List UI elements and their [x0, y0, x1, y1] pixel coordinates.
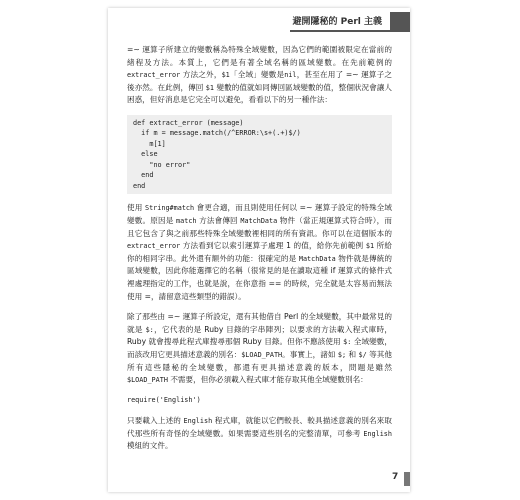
inline-code: String#match — [145, 204, 195, 213]
footer-tab-marker — [404, 472, 410, 486]
inline-code: $1 — [221, 71, 230, 80]
paragraph-2: 使用 String#match 會更合適，而且則使用任何以 =~ 運算子設定的特殊全域變數。原因是 match 方法會傳回 MatchData 物件（當正規運算式符合時），而且它包含了與之前那些特殊全域變數裡相同的所有資訊。你可以在這個版本的 extract_error 方法看到它以索引運算子處理 1 的值，給你先前範例 $1 所給你的相同字串。此外還有額外的功能：很確定的是 MatchData 物件就是傳統的區域變數，因此你能選擇它的名稱（很常見的是在讀取這種 if 運算式的條件式裡處理指定的工作，也就是說，在你意指 == 的時候，完全就是太容易而無法使用 =，請留意這些類型的錯誤）。 — [127, 203, 393, 301]
inline-code: $LOAD_PATH — [127, 376, 168, 385]
inline-code: MatchData — [240, 217, 278, 226]
paragraph-3: 除了那些由 =~ 運算子所設定，還有其他借自 Perl 的全域變數，其中最常見的就是 $:，它代表的是 Ruby 目錄的字串陣列；以要求的方法載入程式庫時，Ruby 就會搜尋此程式庫搜尋那個 Ruby 目錄。但你不應該使用 $: 全域變數，而該改用它更具描述意義的別名：$LOAD_PATH。事實上，諸如 $; 和 $/ 等其他所有這些隱秘的全域變數，都還有更具描述意義的版本，問題是雖然 $LOAD_PATH 不需要，但你必須載入程式庫才能存取其他全域變數別名： — [127, 312, 393, 385]
running-header — [290, 12, 410, 32]
inline-code: English — [363, 429, 392, 438]
inline-code: $: — [343, 338, 352, 347]
inline-code: $; — [337, 351, 347, 359]
page-number: 7 — [392, 472, 399, 482]
inline-code: match — [176, 217, 197, 226]
paragraph-1: =~ 運算子所建立的變數稱為特殊全域變數，因為它們的範圍被限定在當前的緒程及方法。本質上，它們是有著全域名稱的區域變數。在先前範例的extract_error 方法之外，$1「全域」變數是nil，甚至在用了 =~ 運算子之後亦然。在此例，傳回 $1 變數的值就如同傳回區域變數的值，整個狀況會讓人困惑，但好消息是它完全可以避免，看看以下的另一種作法： — [127, 45, 392, 105]
inline-code: MatchData — [298, 254, 336, 263]
inline-code: $/ — [358, 351, 367, 359]
inline-code: extract_error — [127, 242, 181, 251]
inline-code: $: — [145, 325, 154, 334]
chapter-title: 避開隱秘的 Perl 主義 — [292, 17, 382, 27]
header-tab-marker — [390, 12, 410, 30]
page-body — [127, 44, 392, 461]
code-line-require-english: require('English') — [127, 395, 201, 404]
inline-code: $LOAD_PATH — [241, 351, 283, 359]
inline-code: nil — [284, 71, 297, 80]
inline-code: extract_error — [127, 71, 181, 80]
code-block-extract-error: def extract_error (message) if m = message.match(/^ERROR:\s+(.+)$/) m[1] else "no error" end end — [127, 115, 392, 195]
paragraph-4: 只要載入上述的 English 程式庫，就能以它們較長、較具描述意義的別名來取代那些所有奇怪的全域變數。如果需要這些別名的完整清單，可參考 English 模組的文件。 — [127, 416, 392, 451]
inline-code: $1 — [205, 83, 214, 92]
inline-code: $1 — [365, 242, 375, 251]
inline-code: English — [183, 417, 213, 426]
